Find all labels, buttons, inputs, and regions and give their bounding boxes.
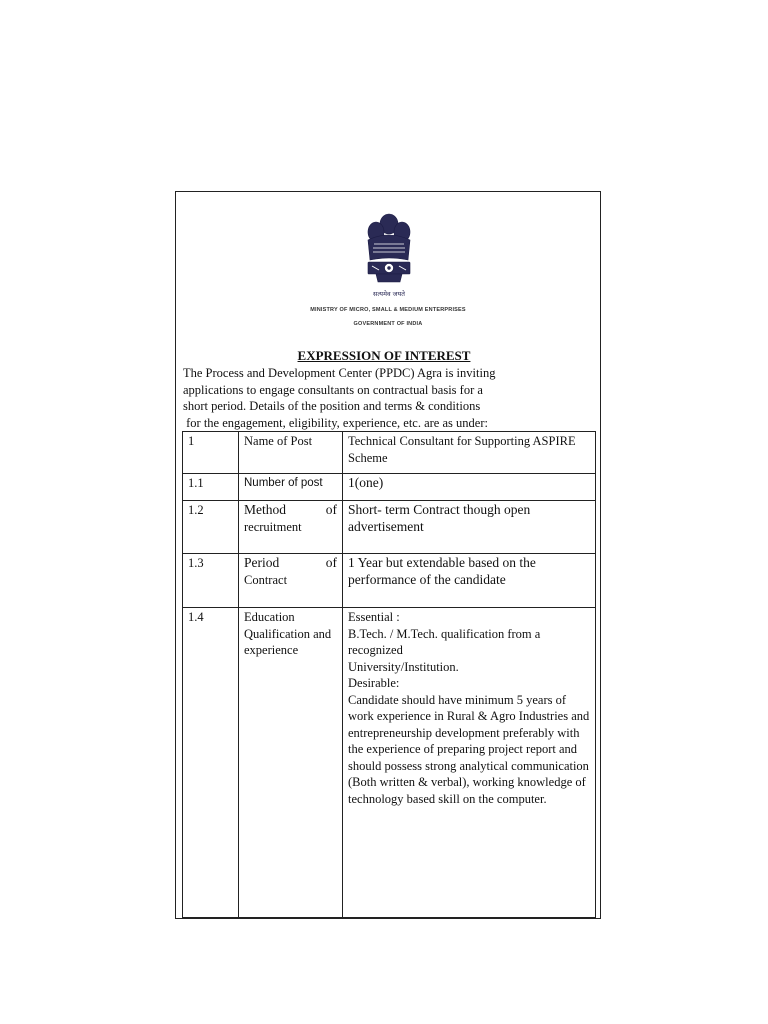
row-field: Education Qualification and experience <box>239 608 343 918</box>
row-field-word: Method <box>244 502 286 517</box>
national-emblem-logo <box>354 210 424 302</box>
table-row <box>183 501 596 554</box>
row-field: Name of Post <box>239 432 343 474</box>
row-value: Short- term Contract though open advertisement <box>343 501 596 554</box>
intro-line: The Process and Development Center (PPDC) Agra is inviting <box>183 366 496 380</box>
row-number: 1 <box>183 432 239 474</box>
requirement-line: Essential : <box>348 610 400 624</box>
intro-paragraph <box>183 365 543 431</box>
details-table <box>182 431 596 918</box>
requirement-line: University/Institution. <box>348 659 459 674</box>
table-row <box>183 474 596 501</box>
requirement-line: B.Tech. / M.Tech. qualification from a recognized <box>348 626 541 657</box>
row-value: 1 Year but extendable based on the performance of the candidate <box>343 554 596 608</box>
intro-line: for the engagement, eligibility, experience, etc. are as under: <box>183 415 488 430</box>
row-value: 1(one) <box>343 474 596 501</box>
intro-line: short period. Details of the position and terms & conditions <box>183 399 481 413</box>
row-field-word: recruitment <box>244 519 302 534</box>
row-number: 1.3 <box>183 554 239 608</box>
row-value: Technical Consultant for Supporting ASPIRE Scheme <box>343 432 596 474</box>
row-field <box>239 554 343 608</box>
row-field-word: of <box>325 555 337 570</box>
row-field <box>239 501 343 554</box>
requirement-line: Desirable: <box>348 676 400 690</box>
ashoka-emblem-icon <box>354 210 424 302</box>
document-title: EXPRESSION OF INTEREST <box>297 348 471 363</box>
row-field: Number of post <box>239 474 343 501</box>
government-name: GOVERNMENT OF INDIA <box>353 321 423 327</box>
intro-line: applications to engage consultants on contractual basis for a <box>183 382 483 397</box>
table-row <box>183 432 596 474</box>
row-number: 1.1 <box>183 474 239 501</box>
ministry-name: MINISTRY OF MICRO, SMALL & MEDIUM ENTERPRISES <box>310 307 466 313</box>
row-field-word: Contract <box>244 572 288 587</box>
table-row <box>183 554 596 608</box>
row-field-word: of <box>325 502 337 517</box>
row-number: 1.2 <box>183 501 239 554</box>
requirement-line: Candidate should have minimum 5 years of work experience in Rural & Agro Industries and entrepreneurship development preferably with the experience of preparing project report and should possess strong analytical communication (Both written & verbal), working knowledge of technology based skill on the computer. <box>348 692 590 806</box>
row-number: 1.4 <box>183 608 239 918</box>
table-row <box>183 608 596 918</box>
row-value <box>343 608 596 918</box>
document-frame <box>175 191 601 919</box>
motto-text: सत्यमेव जयते <box>373 290 405 298</box>
row-field-word: Period <box>244 555 280 570</box>
